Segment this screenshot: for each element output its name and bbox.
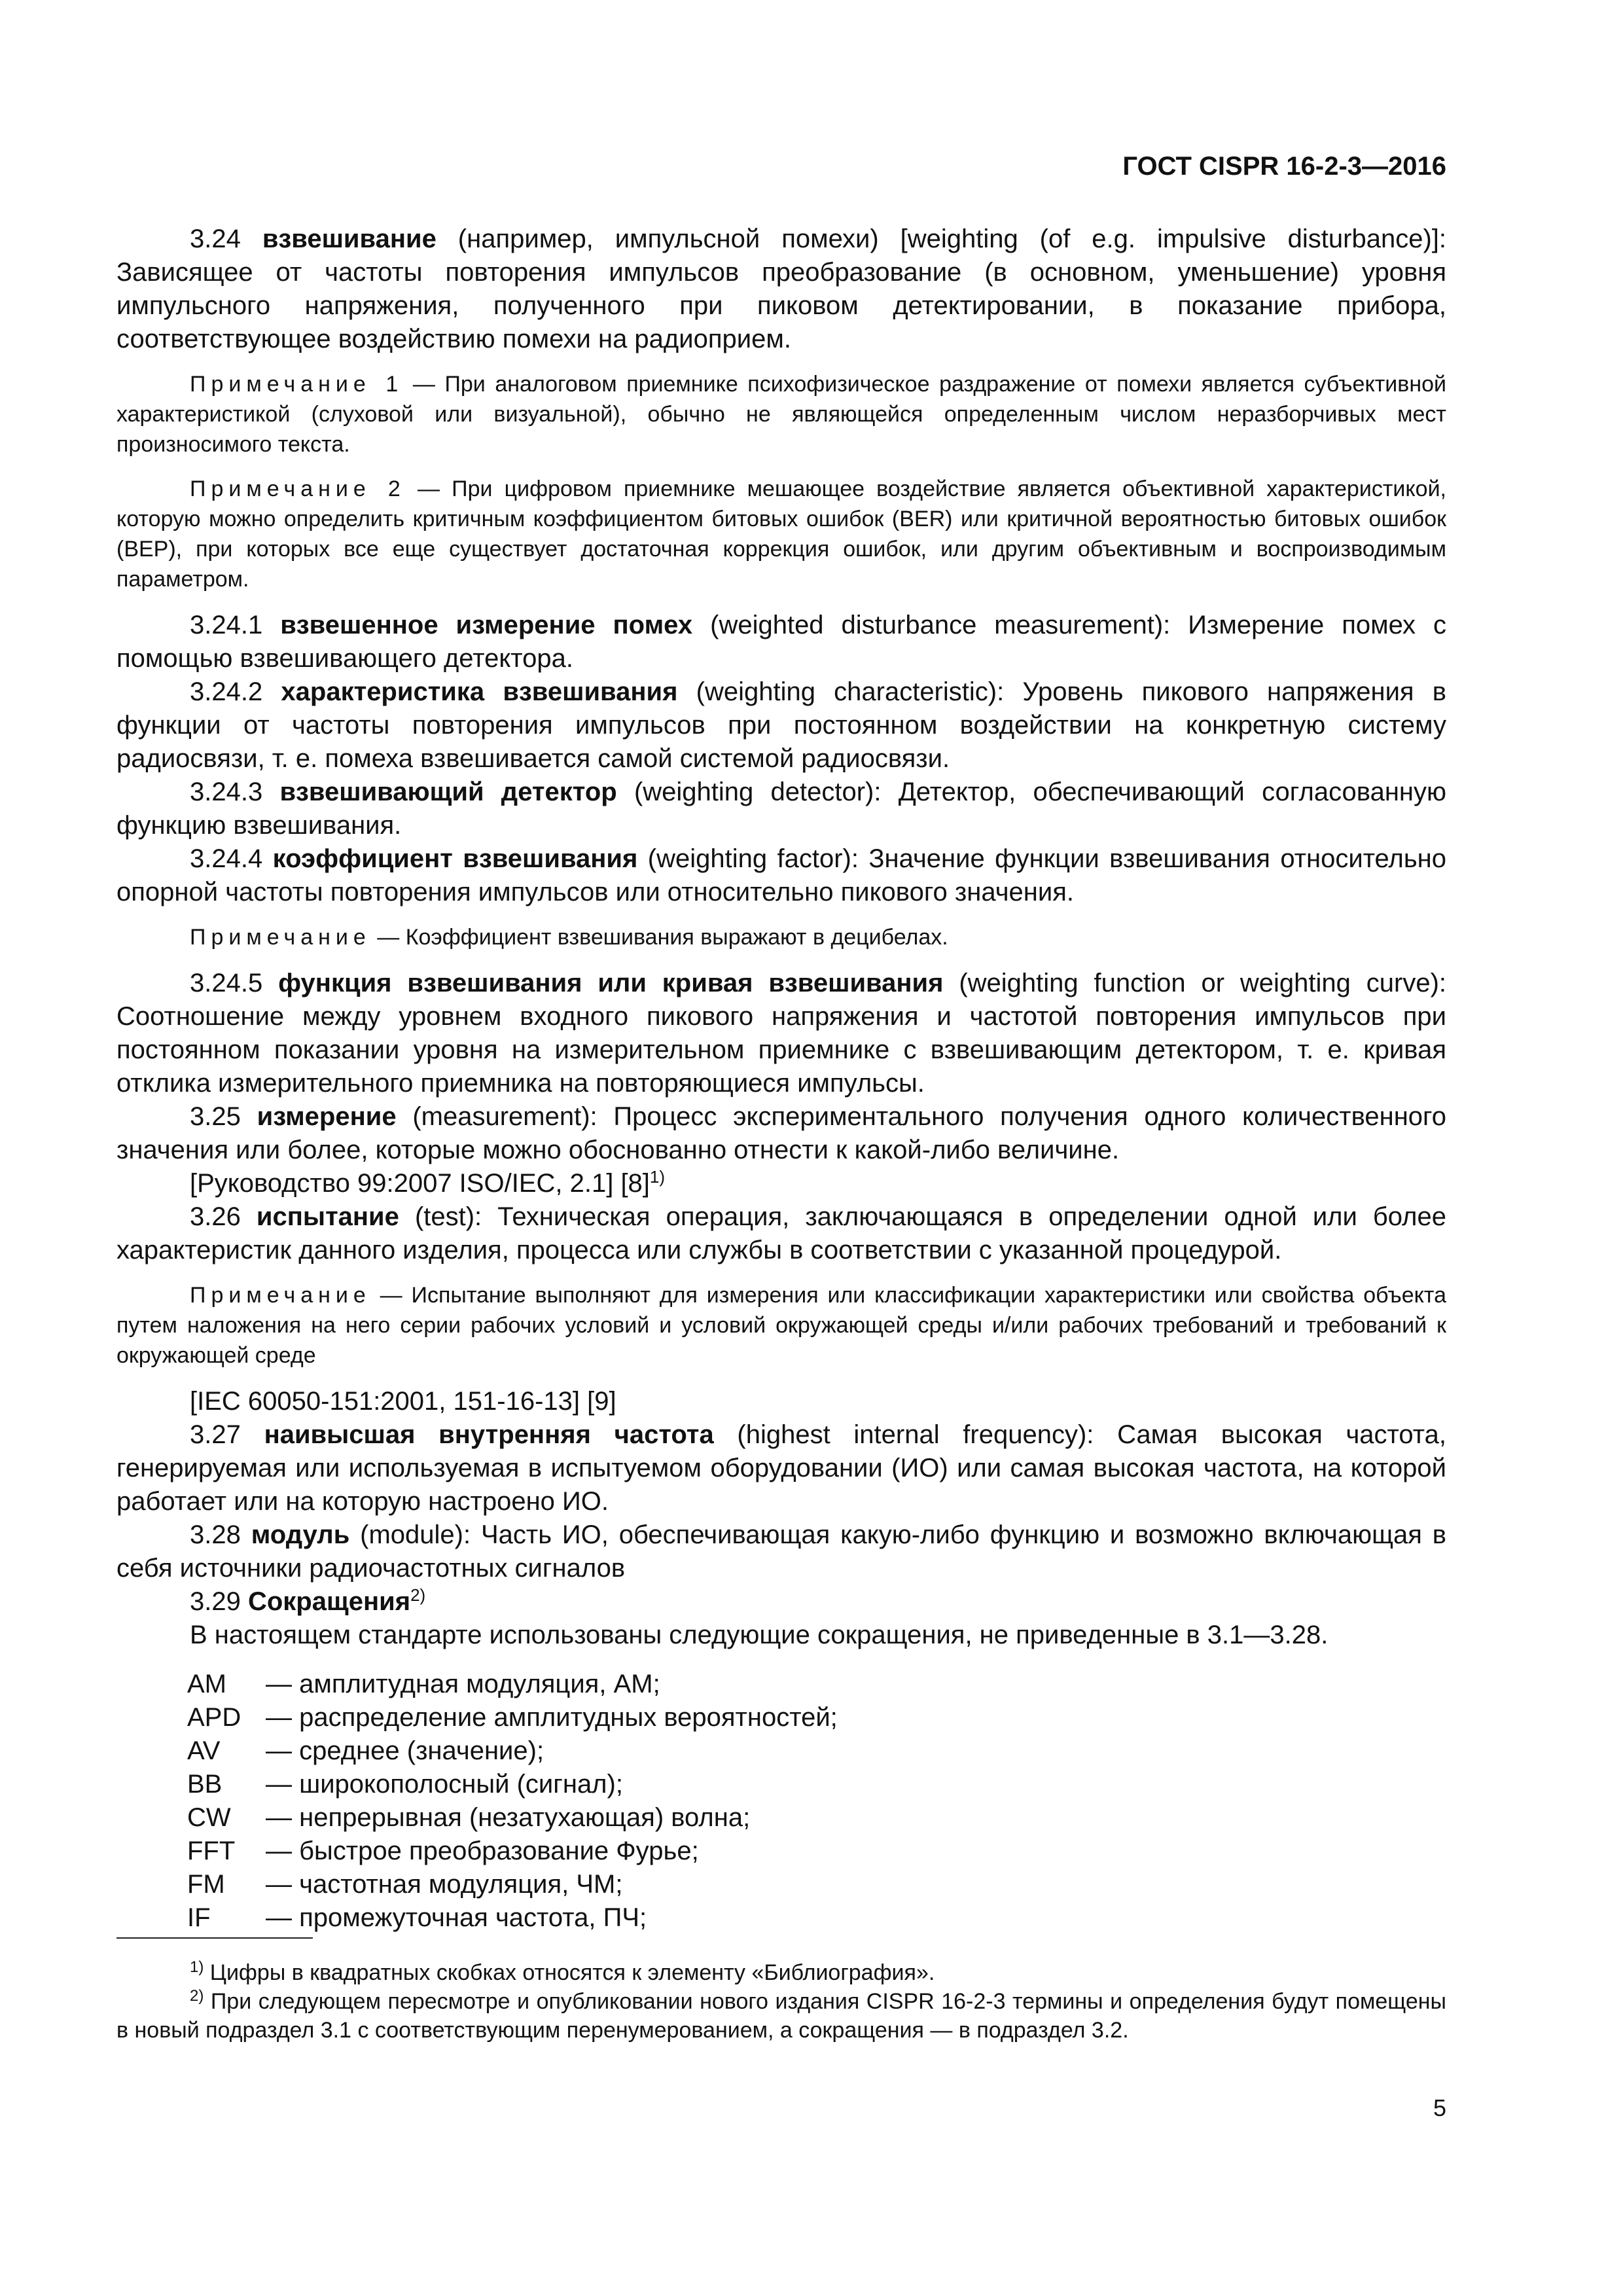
note-1: Примечание 1 — При аналоговом приемнике психофизическое раздражение от помехи является субъективной характеристикой (слуховой или визуальной), обычно не являющейся определенным числом неразборчивых мест произносимого текста. [116, 372, 1447, 457]
footnotes [116, 1958, 1446, 2045]
abbreviations-intro: В настоящем стандарте использованы следующие сокращения, не приведенные в 3.1—3.28. [190, 1621, 1329, 1649]
note-label: Примечание 1 [190, 372, 404, 397]
footnote: $^{1)}$ Цифры в квадратных скобках относятся к элементу «Библиография». [190, 1958, 935, 1985]
term: функция взвешивания или кривая взвешивания [278, 969, 944, 997]
abbreviation-row [116, 1901, 1446, 1935]
note-3: Примечание — Коэффициент взвешивания выражают в децибелах. [190, 925, 948, 950]
abbreviation-definition: — среднее (значение); [266, 1736, 544, 1765]
document-body [116, 223, 1446, 1935]
clause-3-27: 3.27 наивысшая внутренняя частота (highest internal frequency): Самая высокая частота, генерируемая или используемая в испытуемом оборудовании (ИО) или самая высокая частота, на которой работает или на которую настроено ИО. [116, 1420, 1447, 1516]
footnote-separator [116, 1937, 313, 1939]
abbreviation-term: FFT [187, 1837, 236, 1865]
abbreviation-term: IF [187, 1903, 211, 1932]
abbreviation-list [116, 1668, 1446, 1935]
clause-3-28: 3.28 модуль (module): Часть ИО, обеспечивающая какую-либо функцию и возможно включающая в себя источники радиочастотных сигналов [116, 1520, 1446, 1583]
abbreviation-term: AV [187, 1736, 221, 1765]
abbreviation-row [116, 1835, 1446, 1868]
abbreviation-term: BB [187, 1770, 223, 1799]
clause-3-24: 3.24 взвешивание (например, импульсной помехи) [weighting (of e.g. impulsive disturbance)]: Зависящее от частоты повторения импульсов преобразование (в основном, уменьшение) уровня импульсного напряжения, полученного при пиковом детектировании, в показание прибора, соответствующее воздействию помехи на радиоприем. [116, 224, 1446, 353]
footnote-mark: 1) [190, 1958, 204, 1976]
clause-3-26: 3.26 испытание (test): Техническая операция, заключающаяся в определении одной или более характеристик данного изделия, процесса или службы в соответствии с указанной процедурой. [116, 1202, 1447, 1265]
abbreviation-definition: — амплитудная модуляция, АМ; [266, 1670, 660, 1698]
term: наивысшая внутренняя частота [264, 1420, 714, 1449]
document-header: ГОСТ CISPR 16-2-3—2016 [1122, 152, 1446, 181]
abbreviation-term: APD [187, 1703, 241, 1732]
term: коэффициент взвешивания [272, 844, 638, 873]
abbreviation-row [116, 1668, 1446, 1701]
abbreviation-definition: — широкополосный (сигнал); [266, 1770, 623, 1799]
footnote-ref: 1) [649, 1167, 666, 1187]
page-number: 5 [1433, 2094, 1446, 2121]
term: Сокращения [247, 1587, 411, 1616]
clause-3-24-5: 3.24.5 функция взвешивания или кривая взвешивания (weighting function or weighting curve): Соотношение между уровнем входного пикового напряжения и частотой повторения импульсов при постоянном показании уровня на измерительном приемнике с взвешивающим детектором, т. е. кривая отклика измерительного приемника на повторяющиеся импульсы. [116, 969, 1446, 1098]
clause-3-24-2: 3.24.2 характеристика взвешивания (weighting characteristic): Уровень пикового напряжения в функции от частоты повторения импульсов при постоянном воздействии на конкретную систему радиосвязи, т. е. помеха взвешивается самой системой радиосвязи. [116, 677, 1447, 773]
term: измерение [257, 1102, 397, 1131]
clause-3-29: 3.29 Сокращения$^{2)}$ [190, 1585, 426, 1616]
abbreviation-row [116, 1868, 1446, 1901]
reference-3-26: [IEC 60050-151:2001, 151-16-13] [9] [190, 1387, 616, 1416]
abbreviation-definition: — промежуточная частота, ПЧ; [266, 1903, 647, 1932]
clause-3-24-4: 3.24.4 коэффициент взвешивания (weighting factor): Значение функции взвешивания относительно опорной частоты повторения импульсов или относительно пикового значения. [116, 844, 1446, 906]
abbreviation-term: FM [187, 1870, 225, 1899]
clause-3-24-3: 3.24.3 взвешивающий детектор (weighting detector): Детектор, обеспечивающий согласованную функцию взвешивания. [116, 778, 1446, 840]
abbreviation-term: AM [187, 1670, 226, 1698]
reference-3-25: [Руководство 99:2007 ISO/IEC, 2.1] $[8]^{1)}$ [190, 1167, 666, 1198]
abbreviation-row [116, 1734, 1446, 1768]
note-2: Примечание 2 — При цифровом приемнике мешающее воздействие является объективной характеристикой, которую можно определить критичным коэффициентом битовых ошибок (BER) или критичной вероятностью битовых ошибок (BEP), при которых все еще существует достаточная коррекция ошибок, или другим объективным и воспроизводимым параметром. [116, 476, 1447, 592]
footnote-mark: 2) [190, 1987, 204, 2005]
note-label: Примечание [190, 1283, 371, 1308]
term: характеристика взвешивания [281, 677, 678, 706]
footnote: $^{2)}$ При следующем пересмотре и опубликовании нового издания CISPR 16-2-3 термины и определения будут помещены в новый подраздел 3.1 с соответствующим перенумерованием, а сокращения — в подраздел 3.2. [116, 1987, 1446, 2043]
abbreviation-definition: — быстрое преобразование Фурье; [266, 1837, 699, 1865]
clause-3-25: 3.25 измерение (measurement): Процесс экспериментального получения одного количественного значения или более, которые можно обоснованно отнести к какой-либо величине. [116, 1102, 1446, 1164]
abbreviation-row [116, 1768, 1446, 1801]
term: взвешивание [262, 224, 437, 253]
abbreviation-definition: — непрерывная (незатухающая) волна; [266, 1803, 751, 1832]
abbreviation-definition: — частотная модуляция, ЧМ; [266, 1870, 623, 1899]
abbreviation-definition: — распределение амплитудных вероятностей; [266, 1703, 838, 1732]
term: модуль [251, 1520, 350, 1549]
note-label: Примечание 2 [190, 476, 406, 501]
term: испытание [256, 1202, 399, 1231]
note-4: Примечание — Испытание выполняют для измерения или классификации характеристики или свойства объекта путем наложения на него серии рабочих условий и условий окружающей среды и/или рабочих требований и требований к окружающей среде [116, 1283, 1446, 1368]
abbreviation-row [116, 1701, 1446, 1734]
abbreviation-term: CW [187, 1803, 231, 1832]
term: взвешенное измерение помех [280, 611, 693, 639]
term: взвешивающий детектор [279, 778, 617, 806]
clause-3-24-1: 3.24.1 взвешенное измерение помех (weighted disturbance measurement): Измерение помех с помощью взвешивающего детектора. [116, 611, 1447, 673]
abbreviation-row [116, 1801, 1446, 1835]
footnote-ref: 2) [410, 1585, 426, 1605]
note-label: Примечание [190, 925, 371, 950]
